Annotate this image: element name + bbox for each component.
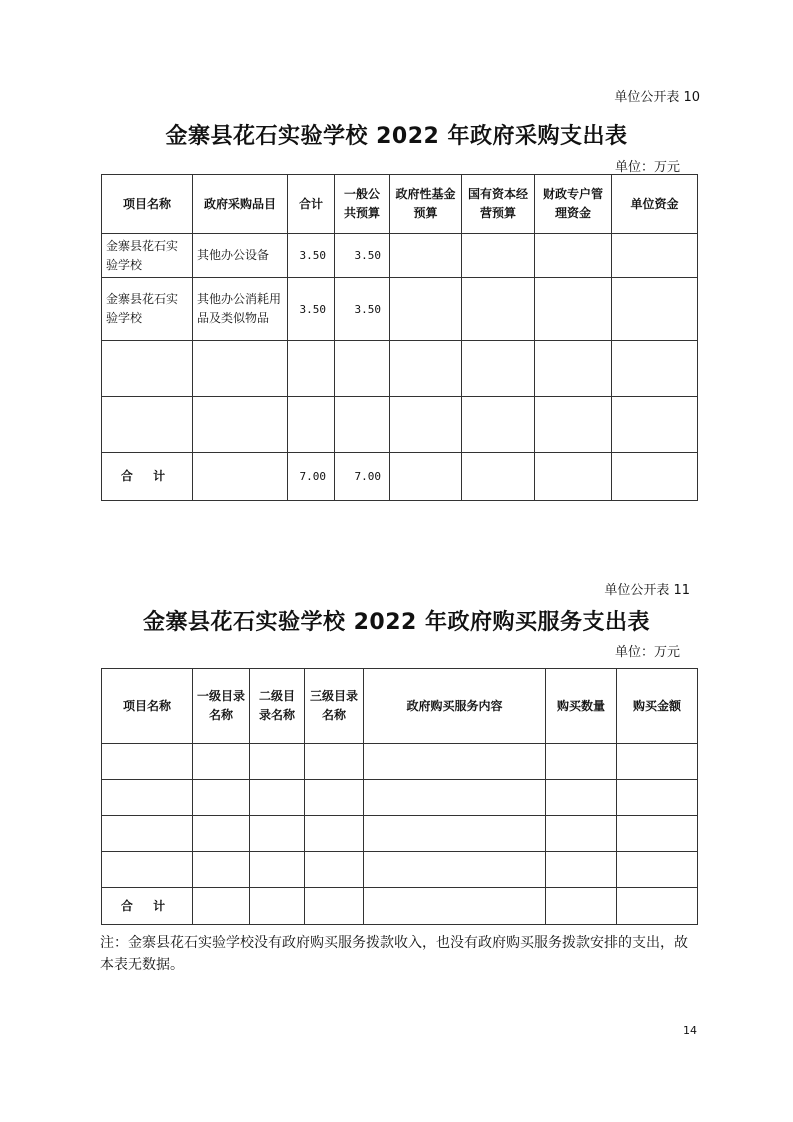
total-amount: 7.00 [288,453,335,501]
table10-header-row [102,175,698,234]
table-row [102,234,698,278]
cell-empty [390,234,462,278]
page-number: 14 [683,1024,697,1037]
table11-note: 注：金寨县花石实验学校没有政府购买服务拨款收入，也没有政府购买服务拨款安排的支出，故本表无数据。 [100,935,688,973]
table11-unit: 单位：万元 [614,645,680,660]
table10-unit: 单位：万元 [614,160,680,175]
cell-empty [535,278,612,341]
header-special-account-funds: 财政专户管理资金 [535,175,612,234]
header-total: 合计 [288,175,335,234]
procurement-table [101,174,698,501]
table-row-empty [102,780,698,816]
cell-project-name: 金寨县花石实验学校 [102,278,193,341]
header-unit-funds: 单位资金 [612,175,698,234]
header-state-capital-budget: 国有资本经营预算 [462,175,535,234]
table-row-empty [102,341,698,397]
table10-title: 金寨县花石实验学校 2022 年政府采购支出表 [165,124,628,149]
table11-total-row [102,888,698,925]
header-service-content: 政府购买服务内容 [364,669,546,744]
header-general-budget: 一般公共预算 [335,175,390,234]
cell-total: 3.50 [288,234,335,278]
table-row [102,278,698,341]
cell-general-budget: 3.50 [335,234,390,278]
table-row-empty [102,816,698,852]
table11-tag: 单位公开表 11 [604,583,690,598]
header-quantity: 购买数量 [546,669,617,744]
cell-general-budget: 3.50 [335,278,390,341]
table-row-empty [102,397,698,453]
header-project-name: 项目名称 [102,669,193,744]
header-amount: 购买金额 [617,669,698,744]
table11-header-row [102,669,698,744]
table-row-empty [102,744,698,780]
cell-empty [390,278,462,341]
cell-project-name: 金寨县花石实验学校 [102,234,193,278]
total-label: 合 计 [102,453,193,501]
header-gov-fund-budget: 政府性基金预算 [390,175,462,234]
table10-tag: 单位公开表 10 [614,90,700,105]
table-row-empty [102,852,698,888]
header-level2-catalog: 二级目录名称 [250,669,305,744]
total-general-budget: 7.00 [335,453,390,501]
cell-total: 3.50 [288,278,335,341]
header-project-name: 项目名称 [102,175,193,234]
header-procurement-item: 政府采购品目 [193,175,288,234]
table11-title: 金寨县花石实验学校 2022 年政府购买服务支出表 [142,610,651,635]
cell-empty [462,278,535,341]
cell-empty [612,278,698,341]
cell-procurement-item: 其他办公消耗用品及类似物品 [193,278,288,341]
cell-procurement-item: 其他办公设备 [193,234,288,278]
service-purchase-table [101,668,698,925]
table10-total-row [102,453,698,501]
total-label: 合 计 [102,888,193,925]
cell-empty [462,234,535,278]
cell-empty [535,234,612,278]
header-level1-catalog: 一级目录名称 [193,669,250,744]
header-level3-catalog: 三级目录名称 [305,669,364,744]
cell-empty [612,234,698,278]
cell-empty [193,453,288,501]
